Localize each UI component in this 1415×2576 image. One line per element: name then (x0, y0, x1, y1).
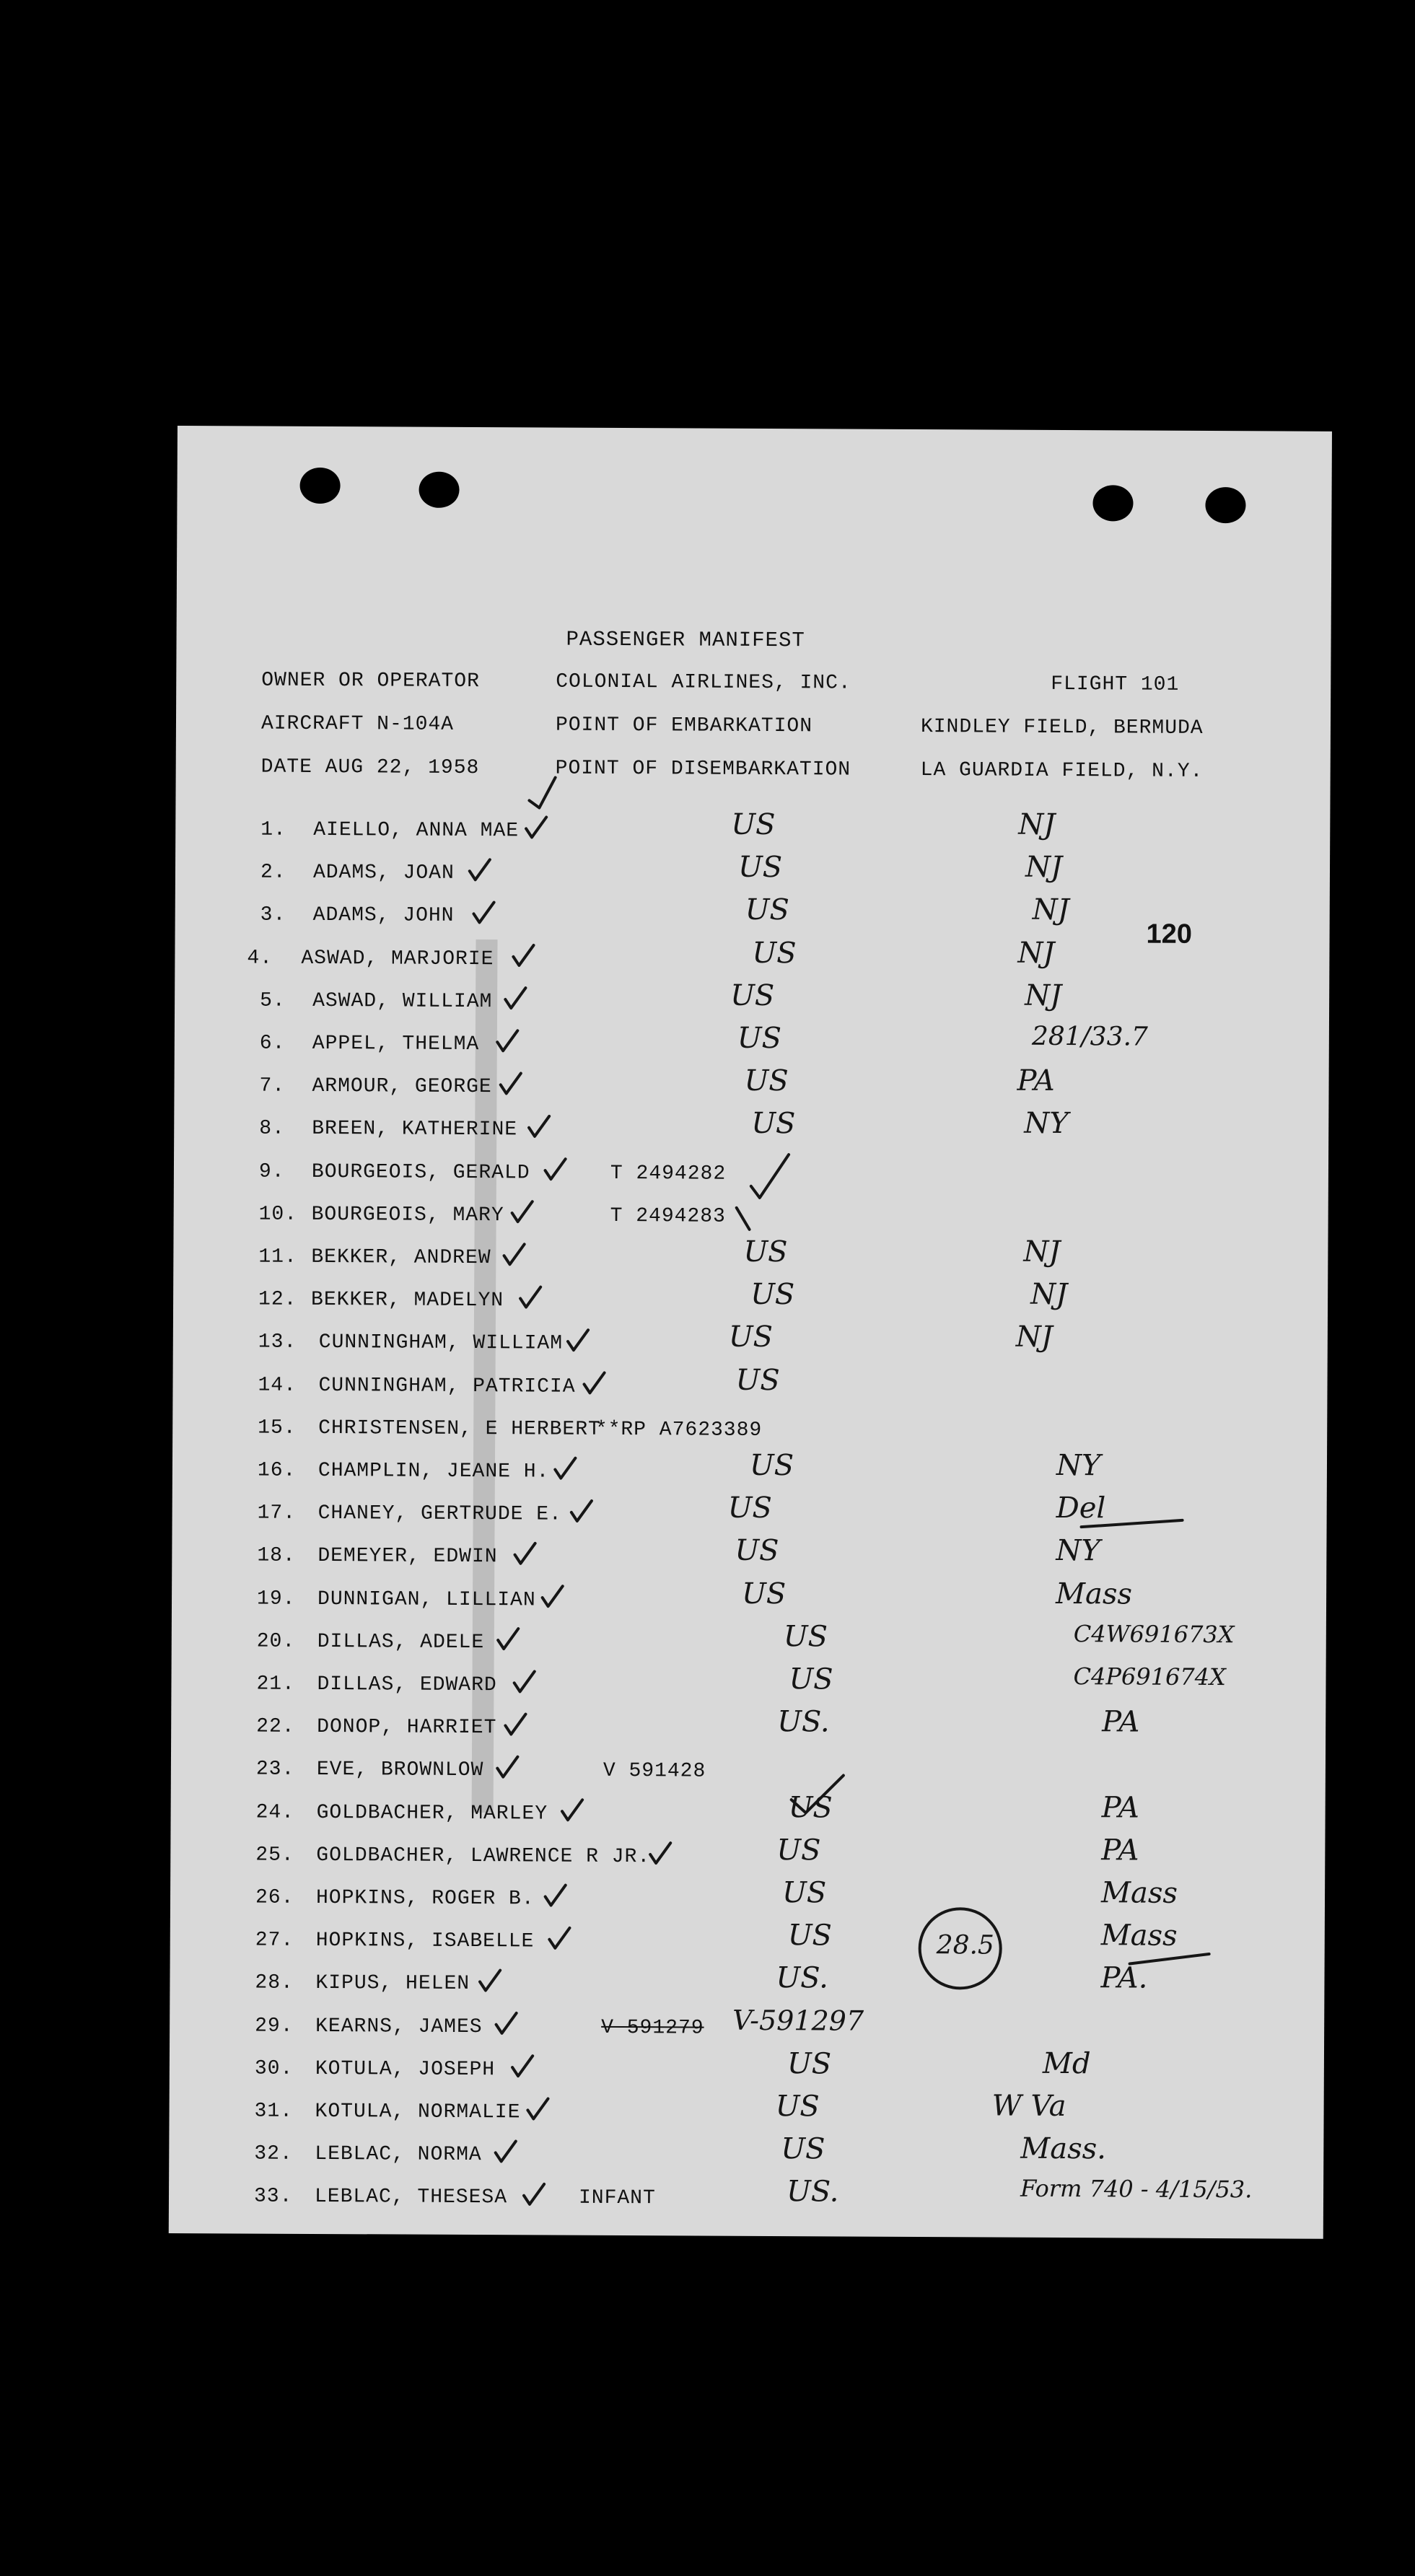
handwritten-status: US (781, 2132, 825, 2166)
passenger-name: GOLDBACHER, LAWRENCE R JR. (316, 1844, 651, 1869)
manifest-sheet (169, 426, 1332, 2239)
passenger-name: KOTULA, JOSEPH (315, 2057, 496, 2081)
passenger-name: DILLAS, EDWARD (317, 1673, 497, 1697)
handwritten-note: NY (1024, 1107, 1069, 1141)
handwritten-status: US (743, 1235, 788, 1269)
passenger-number: 26. (255, 1886, 294, 1909)
passenger-number: 13. (258, 1331, 297, 1354)
punch-hole (1205, 487, 1245, 523)
handwritten-status: US (788, 1790, 833, 1825)
handwritten-status: US (781, 1876, 827, 1910)
handwritten-note: PA (1101, 1834, 1139, 1867)
passenger-name: DUNNIGAN, LILLIAN (317, 1587, 536, 1612)
handwritten-status: US (752, 936, 797, 970)
handwritten-note: C4W691673X (1073, 1619, 1235, 1648)
passenger-number: 31. (254, 2100, 294, 2123)
passenger-row (171, 1715, 1326, 1763)
flight-number: FLIGHT 101 (1051, 673, 1180, 696)
passenger-number: 11. (258, 1245, 297, 1269)
handwritten-status: US (731, 807, 776, 842)
passenger-number: 28. (255, 1971, 294, 1995)
handwritten-note: W Va (991, 2089, 1066, 2124)
passenger-name: LEBLAC, NORMA (315, 2143, 482, 2167)
handwritten-note: NY (1056, 1534, 1100, 1568)
passenger-number: 15. (258, 1416, 297, 1440)
passenger-number: 6. (259, 1032, 286, 1055)
passenger-number: 1. (260, 818, 286, 841)
passenger-extra: V 591428 (603, 1760, 706, 1783)
handwritten-status: US (728, 1320, 774, 1354)
passenger-name: AIELLO, ANNA MAE (313, 818, 520, 843)
passenger-number: 25. (255, 1844, 294, 1867)
punch-hole (419, 472, 459, 508)
passenger-extra: INFANT (578, 2187, 656, 2210)
handwritten-note: NJ (1030, 1277, 1068, 1312)
passenger-name: CUNNINGHAM, PATRICIA (318, 1374, 576, 1398)
handwritten-note: NJ (1018, 807, 1056, 841)
passenger-name: KIPUS, HELEN (315, 1972, 470, 1996)
passenger-row (170, 1801, 1325, 1849)
handwritten-status: US (735, 1534, 779, 1568)
passenger-number: 27. (255, 1929, 294, 1952)
passenger-number: 32. (254, 2142, 293, 2165)
pen-stroke (529, 777, 555, 807)
passenger-name: BOURGEOIS, GERALD (311, 1160, 530, 1184)
disembark-label: POINT OF DISEMBARKATION (555, 757, 851, 781)
handwritten-status: US (783, 1619, 828, 1654)
handwritten-note: PA (1101, 1790, 1139, 1825)
passenger-name: ASWAD, MARJORIE (301, 947, 494, 971)
passenger-name: EVE, BROWNLOW (316, 1758, 484, 1782)
handwritten-note: NJ (1032, 893, 1069, 927)
handwritten-note: 281/33.7 (1031, 1021, 1148, 1052)
passenger-row (174, 1160, 1328, 1208)
passenger-number: 9. (258, 1160, 285, 1183)
passenger-number: 10. (258, 1203, 298, 1226)
passenger-number: 3. (260, 903, 286, 927)
passenger-number: 18. (257, 1544, 296, 1568)
handwritten-status: US (787, 2046, 832, 2081)
handwritten-status: US (751, 1107, 796, 1141)
passenger-name: GOLDBACHER, MARLEY (316, 1801, 548, 1826)
handwritten-note: Md (1042, 2046, 1091, 2081)
handwritten-note: Mass. (1020, 2132, 1107, 2166)
passenger-number: 4. (247, 947, 273, 970)
handwritten-note: PA (1102, 1705, 1140, 1739)
punch-hole (1092, 485, 1133, 521)
passenger-name: BREEN, KATHERINE (312, 1118, 518, 1142)
passenger-name: ADAMS, JOAN (312, 862, 455, 885)
handwritten-note: Mass (1055, 1577, 1133, 1611)
handwritten-note: Del (1056, 1491, 1106, 1525)
handwritten-status: US (787, 1919, 833, 1953)
passenger-row (169, 2100, 1323, 2147)
passenger-name: LEBLAC, THESESA (314, 2186, 508, 2209)
passenger-number: 14. (258, 1374, 297, 1397)
handwritten-note: Mass (1100, 1919, 1178, 1953)
passenger-number: 21. (256, 1673, 295, 1696)
handwritten-status: US (775, 2090, 820, 2124)
passenger-name: ADAMS, JOHN (312, 904, 455, 928)
passenger-number: 5. (260, 989, 286, 1012)
owner-label: OWNER OR OPERATOR (261, 669, 481, 693)
handwritten-status: US (776, 1833, 821, 1867)
handwritten-note: NY (1056, 1448, 1101, 1483)
passenger-extra: T 2494282 (610, 1162, 727, 1186)
passenger-row (171, 1758, 1326, 1805)
handwritten-status: US (789, 1662, 833, 1696)
passenger-name: ASWAD, WILLIAM (312, 989, 493, 1013)
passenger-name: KOTULA, NORMALIE (315, 2100, 521, 2124)
flight-date: DATE AUG 22, 1958 (260, 755, 480, 780)
embark-value: KINDLEY FIELD, BERMUDA (920, 716, 1204, 740)
handwritten-note: PA (1017, 1064, 1055, 1098)
passenger-number: 22. (256, 1715, 295, 1739)
passenger-name: KEARNS, JAMES (315, 2015, 483, 2038)
passenger-extra: V 591279 (601, 2016, 704, 2040)
page-number: 120 (1146, 919, 1193, 950)
embark-label: POINT OF EMBARKATION (555, 714, 813, 738)
passenger-number: 12. (258, 1288, 297, 1312)
passenger-number: 8. (259, 1117, 285, 1141)
handwritten-status: US. (776, 1961, 829, 1995)
handwritten-status: US. (777, 1705, 830, 1739)
handwritten-status: US (741, 1577, 787, 1611)
owner-value: COLONIAL AIRLINES, INC. (556, 670, 851, 695)
handwritten-status: US (749, 1448, 794, 1483)
handwritten-note: NJ (1025, 850, 1063, 885)
handwritten-note: NJ (1017, 936, 1055, 970)
handwritten-status: US (727, 1491, 772, 1525)
disembark-value: LA GUARDIA FIELD, N.Y. (920, 759, 1204, 783)
passenger-number: 24. (255, 1801, 295, 1824)
circled-number: 28.5 (936, 1930, 994, 1961)
aircraft: AIRCRAFT N-104A (260, 712, 455, 736)
passenger-number: 29. (255, 2015, 294, 2038)
punch-hole (299, 468, 340, 504)
passenger-number: 16. (257, 1459, 297, 1482)
passenger-name: ARMOUR, GEORGE (312, 1075, 492, 1099)
passenger-name: BEKKER, ANDREW (311, 1245, 491, 1270)
passenger-number: 2. (260, 861, 286, 884)
passenger-extra: **RP A7623389 (595, 1418, 763, 1442)
passenger-name: CUNNINGHAM, WILLIAM (318, 1331, 564, 1356)
passenger-name: HOPKINS, ROGER B. (315, 1886, 535, 1911)
passenger-name: BOURGEOIS, MARY (311, 1203, 504, 1227)
passenger-extra: T 2494283 (610, 1204, 726, 1228)
handwritten-note: PA. (1100, 1961, 1148, 1995)
passenger-number: 33. (253, 2185, 293, 2209)
handwritten-status: US (737, 1021, 782, 1056)
handwritten-note: Mass (1100, 1876, 1178, 1910)
passenger-name: BEKKER, MADELYN (311, 1289, 504, 1313)
passenger-name: DEMEYER, EDWIN (317, 1545, 498, 1569)
handwritten-note: Form 740 - 4/15/53. (1020, 2175, 1253, 2204)
handwritten-note: NJ (1015, 1320, 1053, 1354)
handwritten-status: US (744, 1064, 789, 1098)
passenger-name: HOPKINS, ISABELLE (315, 1929, 535, 1953)
handwritten-status: US. (786, 2175, 839, 2209)
handwritten-status: US (750, 1278, 795, 1312)
passenger-number: 23. (255, 1758, 295, 1782)
handwritten-status: US (745, 893, 789, 927)
passenger-number: 19. (256, 1587, 296, 1611)
passenger-number: 30. (254, 2057, 294, 2080)
manifest-title: PASSENGER MANIFEST (566, 627, 805, 653)
passenger-name: CHRISTENSEN, E HERBERT (318, 1416, 601, 1441)
passenger-row (170, 2057, 1324, 2105)
passenger-name: DILLAS, ADELE (317, 1630, 485, 1654)
handwritten-note: NJ (1025, 978, 1062, 1012)
handwritten-status: US (735, 1363, 780, 1397)
handwritten-status: US (730, 978, 775, 1012)
handwritten-note: NJ (1023, 1235, 1061, 1269)
passenger-name: DONOP, HARRIET (317, 1716, 497, 1740)
handwritten-note: C4P691674X (1073, 1662, 1226, 1691)
passenger-number: 7. (259, 1074, 286, 1098)
passenger-name: CHANEY, GERTRUDE E. (317, 1502, 562, 1526)
passenger-number: 20. (256, 1630, 296, 1653)
handwritten-status: US (737, 850, 783, 885)
passenger-name: CHAMPLIN, JEANE H. (317, 1459, 550, 1484)
passenger-number: 17. (257, 1502, 297, 1525)
handwritten-status: V-591297 (732, 2004, 864, 2037)
passenger-name: APPEL, THELMA (312, 1032, 480, 1056)
